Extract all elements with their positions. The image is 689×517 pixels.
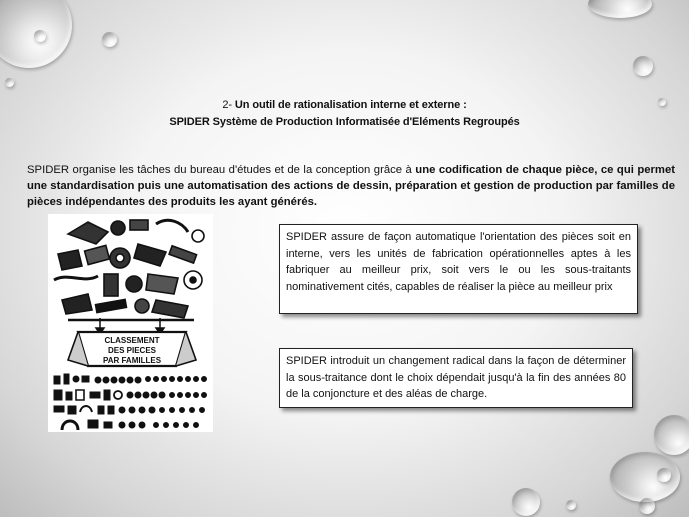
title-number: 2- [222,99,232,111]
figure-label-line1: CLASSEMENT [104,336,160,345]
parts-illustration [48,214,213,432]
title-line-1 [0,99,689,111]
intro-plain-text: SPIDER organise les tâches du bureau d'études et de la conception grâce à [27,164,416,176]
water-drop-decoration [566,500,576,510]
water-drop-decoration [512,488,540,516]
parts-classification-figure [48,214,213,432]
info-box-orientation-text: SPIDER assure de façon automatique l'orientation des pièces soit en interne, vers les unités de fabrication opérationnelles aptes à les fabriquer au meilleur prix, soit vers le ou les sous-traitants nominativement cités, capables de réaliser la pièce au meilleur prix [286,231,631,293]
water-drop-decoration [102,32,117,47]
info-box-subcontracting-text: SPIDER introduit un changement radical dans la façon de déterminer la sous-traitance dont le choix dépendait jusqu'à la fin des années 80 de la conjoncture et des aléas de charge. [286,355,626,400]
water-drop-decoration [34,30,46,42]
title-line-2: SPIDER Système de Production Informatisée d'Eléments Regroupés [169,116,520,128]
intro-paragraph [27,162,675,210]
water-drop-decoration [588,0,652,18]
intro-bold-text: une codification de chaque pièce, ce qui permet une standardisation puis une automatisation des actions de dessin, préparation et gestion de production par familles de pièces indépendantes des produits les ayant générés. [27,164,675,208]
title-heading: Un outil de rationalisation interne et externe : [234,99,467,111]
water-drop-decoration [654,415,689,455]
figure-label-line3: PAR FAMILLES [102,356,162,365]
water-drop-decoration [5,78,14,87]
water-drop-decoration [639,498,655,514]
water-drop-decoration [633,56,653,76]
info-box-orientation [279,224,638,314]
water-drop-decoration [657,468,671,482]
figure-label-line2: DES PIECES [107,346,157,355]
info-box-subcontracting [279,348,633,408]
